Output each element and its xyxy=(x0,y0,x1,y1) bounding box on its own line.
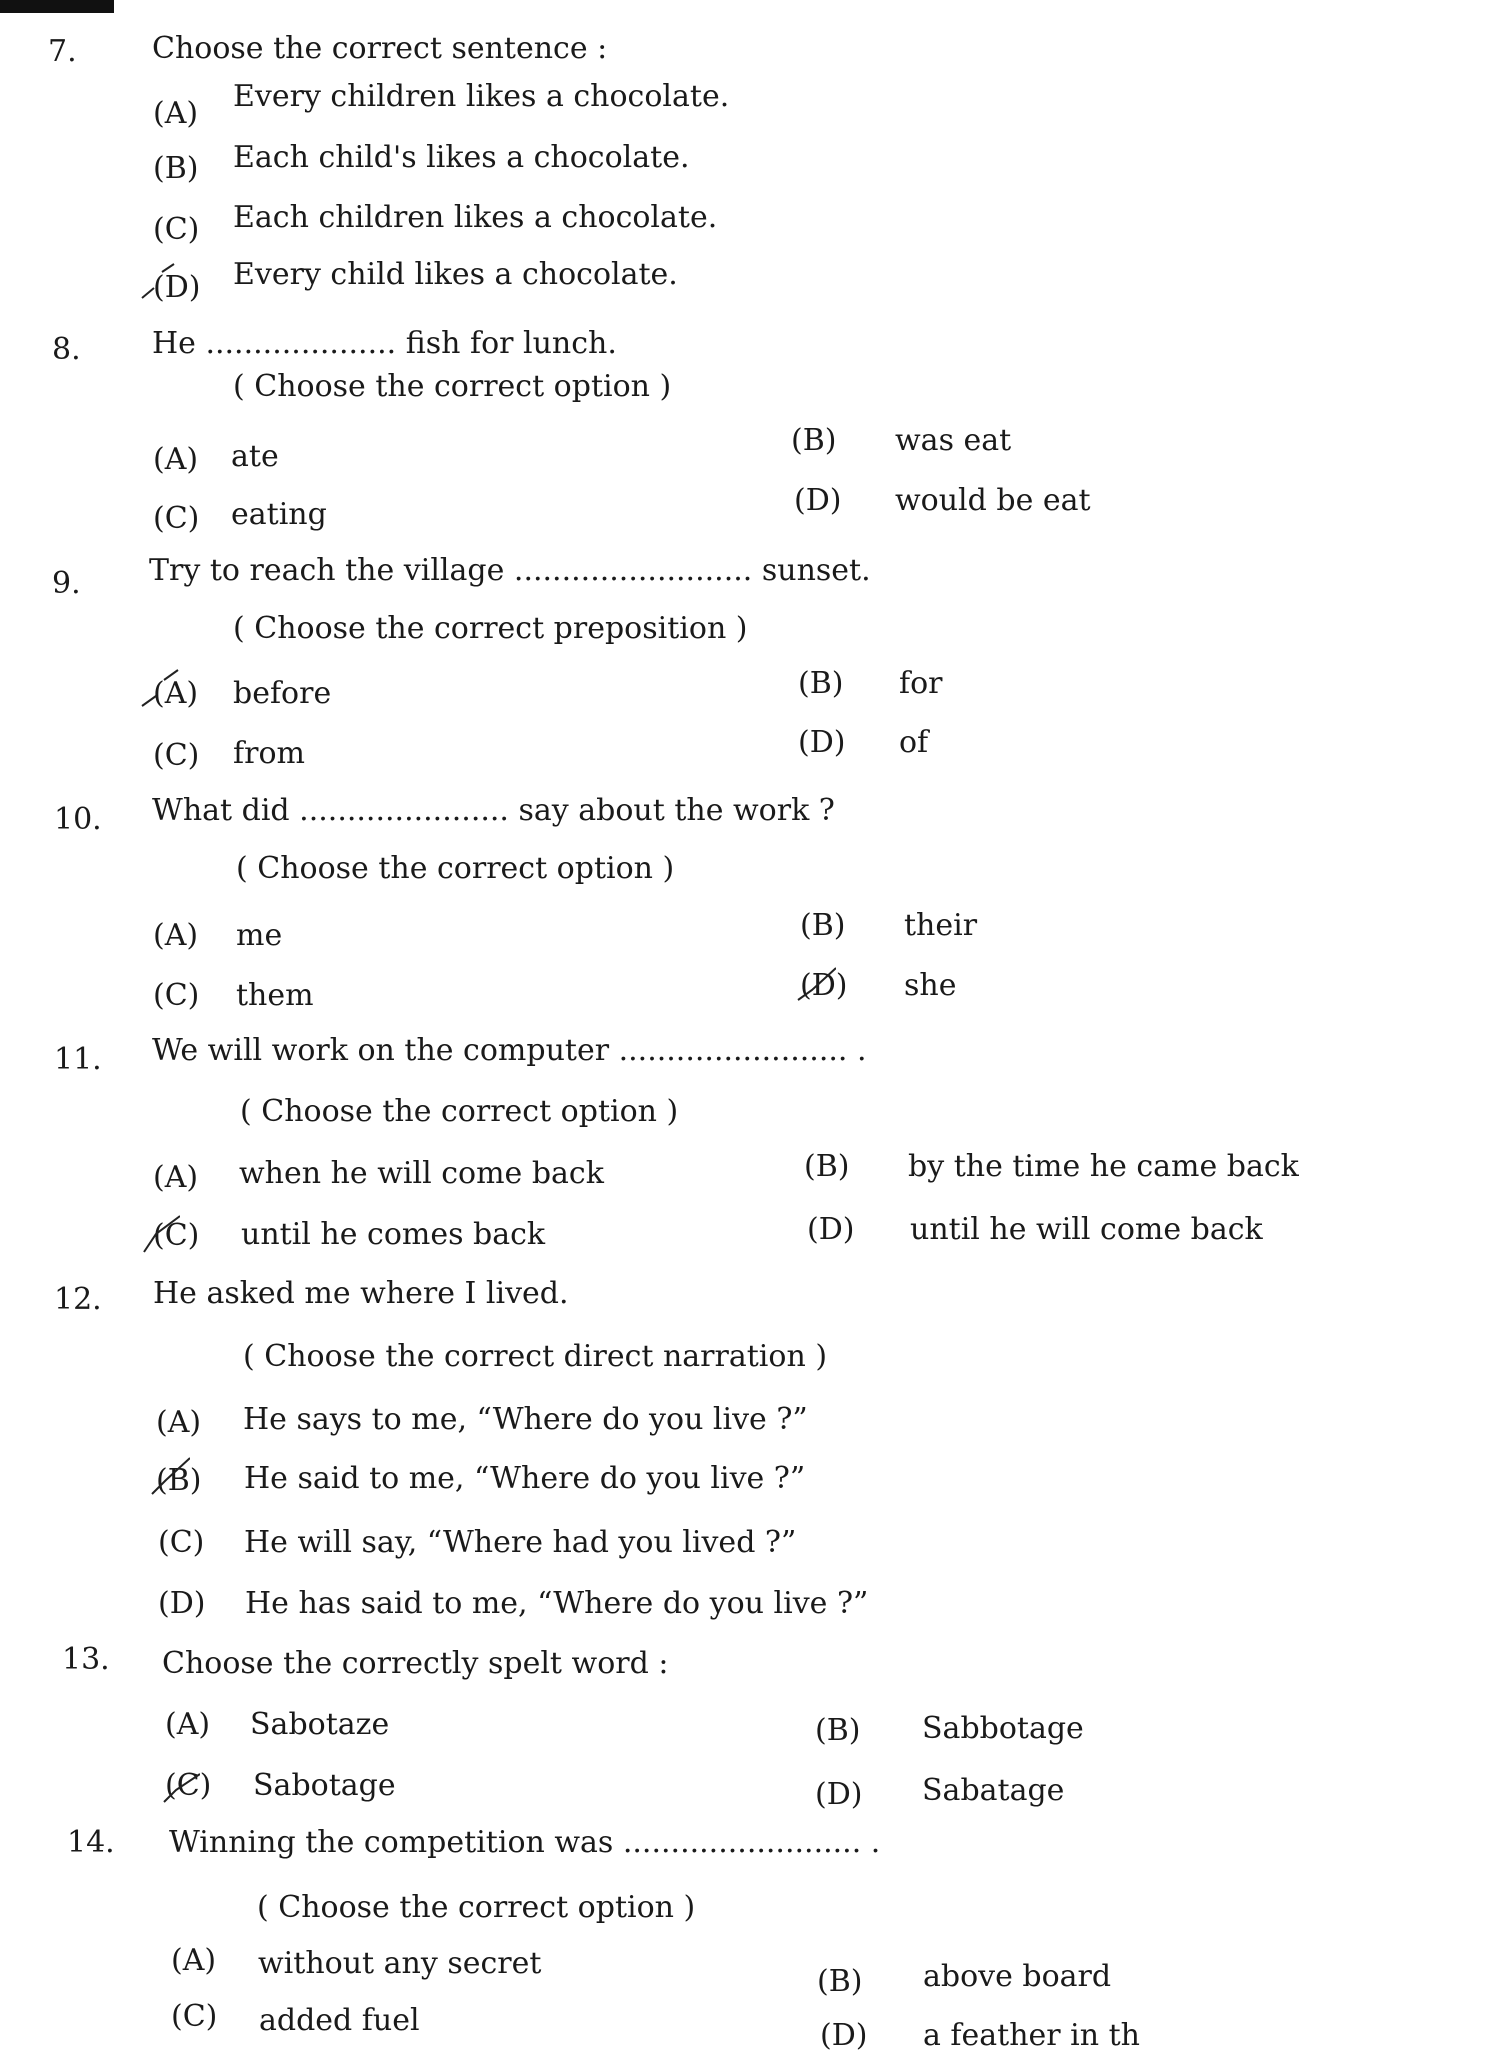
option-text: Every children likes a chocolate. xyxy=(233,79,730,114)
option-text: eating xyxy=(231,497,327,532)
option-text: them xyxy=(236,978,314,1013)
check-mark-icon xyxy=(140,262,180,302)
option-text: she xyxy=(904,968,957,1003)
check-mark-icon xyxy=(140,1214,180,1254)
option-label: (B) xyxy=(798,666,844,701)
question-prompt: Try to reach the village ......................... sunset. xyxy=(149,553,871,588)
option-label: (A) xyxy=(153,676,199,711)
question-prompt: He asked me where I lived. xyxy=(153,1276,569,1311)
option-text: added fuel xyxy=(259,2003,420,2038)
option-text: Sabotaze xyxy=(250,1707,390,1742)
option-text: by the time he came back xyxy=(908,1149,1299,1184)
question-number: 9. xyxy=(52,566,81,601)
question-prompt: What did ...................... say about the work ? xyxy=(152,793,835,828)
option-text: Sabbotage xyxy=(922,1711,1084,1746)
question-prompt: He .................... fish for lunch. xyxy=(152,326,617,361)
option-text: before xyxy=(233,676,332,711)
question-number: 7. xyxy=(48,34,77,69)
check-mark-icon xyxy=(150,1456,190,1496)
option-label: (A) xyxy=(153,918,199,953)
option-text: of xyxy=(899,725,929,760)
option-label: (C) xyxy=(153,501,200,536)
option-text: a feather in th xyxy=(923,2018,1141,2053)
option-label: (B) xyxy=(800,908,846,943)
option-label: (A) xyxy=(153,96,199,131)
option-label: (A) xyxy=(156,1405,202,1440)
option-label: (D) xyxy=(153,270,201,305)
option-text: for xyxy=(899,666,943,701)
option-label: (D) xyxy=(815,1777,863,1812)
option-label: (B) xyxy=(153,151,199,186)
check-mark-icon xyxy=(140,668,180,708)
option-label: (D) xyxy=(807,1212,855,1247)
option-label: (D) xyxy=(820,2018,868,2053)
check-mark-icon xyxy=(796,962,836,1002)
option-label: (C) xyxy=(153,212,200,247)
option-text: Sabatage xyxy=(922,1773,1065,1808)
option-text: He has said to me, “Where do you live ?” xyxy=(245,1586,869,1621)
question-prompt: Choose the correctly spelt word : xyxy=(162,1646,669,1681)
option-label: (D) xyxy=(158,1586,206,1621)
option-label: (A) xyxy=(165,1707,211,1742)
question-number: 11. xyxy=(54,1042,102,1077)
option-text: Every child likes a chocolate. xyxy=(233,257,678,292)
option-text: above board xyxy=(923,1959,1112,1994)
option-label: (D) xyxy=(798,725,846,760)
question-instruction: ( Choose the correct option ) xyxy=(236,851,675,886)
option-label: (C) xyxy=(153,1218,200,1253)
option-label: (C) xyxy=(158,1525,205,1560)
option-label: (A) xyxy=(153,442,199,477)
option-text: He says to me, “Where do you live ?” xyxy=(243,1402,808,1437)
option-label: (B) xyxy=(804,1149,850,1184)
option-label: (C) xyxy=(153,978,200,1013)
option-label: (C) xyxy=(171,1999,218,2034)
option-text: He will say, “Where had you lived ?” xyxy=(244,1525,797,1560)
option-label: (A) xyxy=(153,1160,199,1195)
option-label: (D) xyxy=(794,483,842,518)
option-text: until he will come back xyxy=(910,1212,1263,1247)
question-number: 10. xyxy=(54,802,102,837)
option-text: ate xyxy=(231,439,279,474)
option-text: Each child's likes a chocolate. xyxy=(233,140,690,175)
question-instruction: ( Choose the correct preposition ) xyxy=(233,611,748,646)
question-number: 14. xyxy=(67,1825,115,1860)
option-label: (C) xyxy=(165,1768,212,1803)
option-label: (B) xyxy=(156,1463,202,1498)
question-number: 12. xyxy=(54,1282,102,1317)
question-number: 8. xyxy=(52,332,81,367)
option-text: was eat xyxy=(895,423,1012,458)
page-edge-mark xyxy=(0,0,114,13)
question-number: 13. xyxy=(62,1642,110,1677)
option-text: when he will come back xyxy=(239,1156,604,1191)
option-text: me xyxy=(236,918,283,953)
option-label: (A) xyxy=(171,1943,217,1978)
option-label: (D) xyxy=(800,968,848,1003)
question-instruction: ( Choose the correct option ) xyxy=(233,369,672,404)
option-label: (C) xyxy=(153,738,200,773)
option-text: He said to me, “Where do you live ?” xyxy=(244,1461,806,1496)
option-text: until he comes back xyxy=(241,1217,546,1252)
question-instruction: ( Choose the correct direct narration ) xyxy=(243,1339,828,1374)
option-label: (B) xyxy=(817,1964,863,1999)
option-text: Each children likes a chocolate. xyxy=(233,200,718,235)
question-instruction: ( Choose the correct option ) xyxy=(240,1094,679,1129)
option-text: from xyxy=(233,736,305,771)
check-mark-icon xyxy=(160,1764,200,1804)
question-instruction: ( Choose the correct option ) xyxy=(257,1890,696,1925)
option-label: (B) xyxy=(791,423,837,458)
option-text: Sabotage xyxy=(253,1768,396,1803)
question-prompt: Winning the competition was ......................... . xyxy=(169,1825,881,1860)
question-prompt: We will work on the computer ........................ . xyxy=(152,1033,867,1068)
option-text: their xyxy=(904,908,978,943)
option-text: would be eat xyxy=(895,483,1091,518)
option-text: without any secret xyxy=(258,1946,542,1981)
question-prompt: Choose the correct sentence : xyxy=(152,31,608,66)
option-label: (B) xyxy=(815,1713,861,1748)
